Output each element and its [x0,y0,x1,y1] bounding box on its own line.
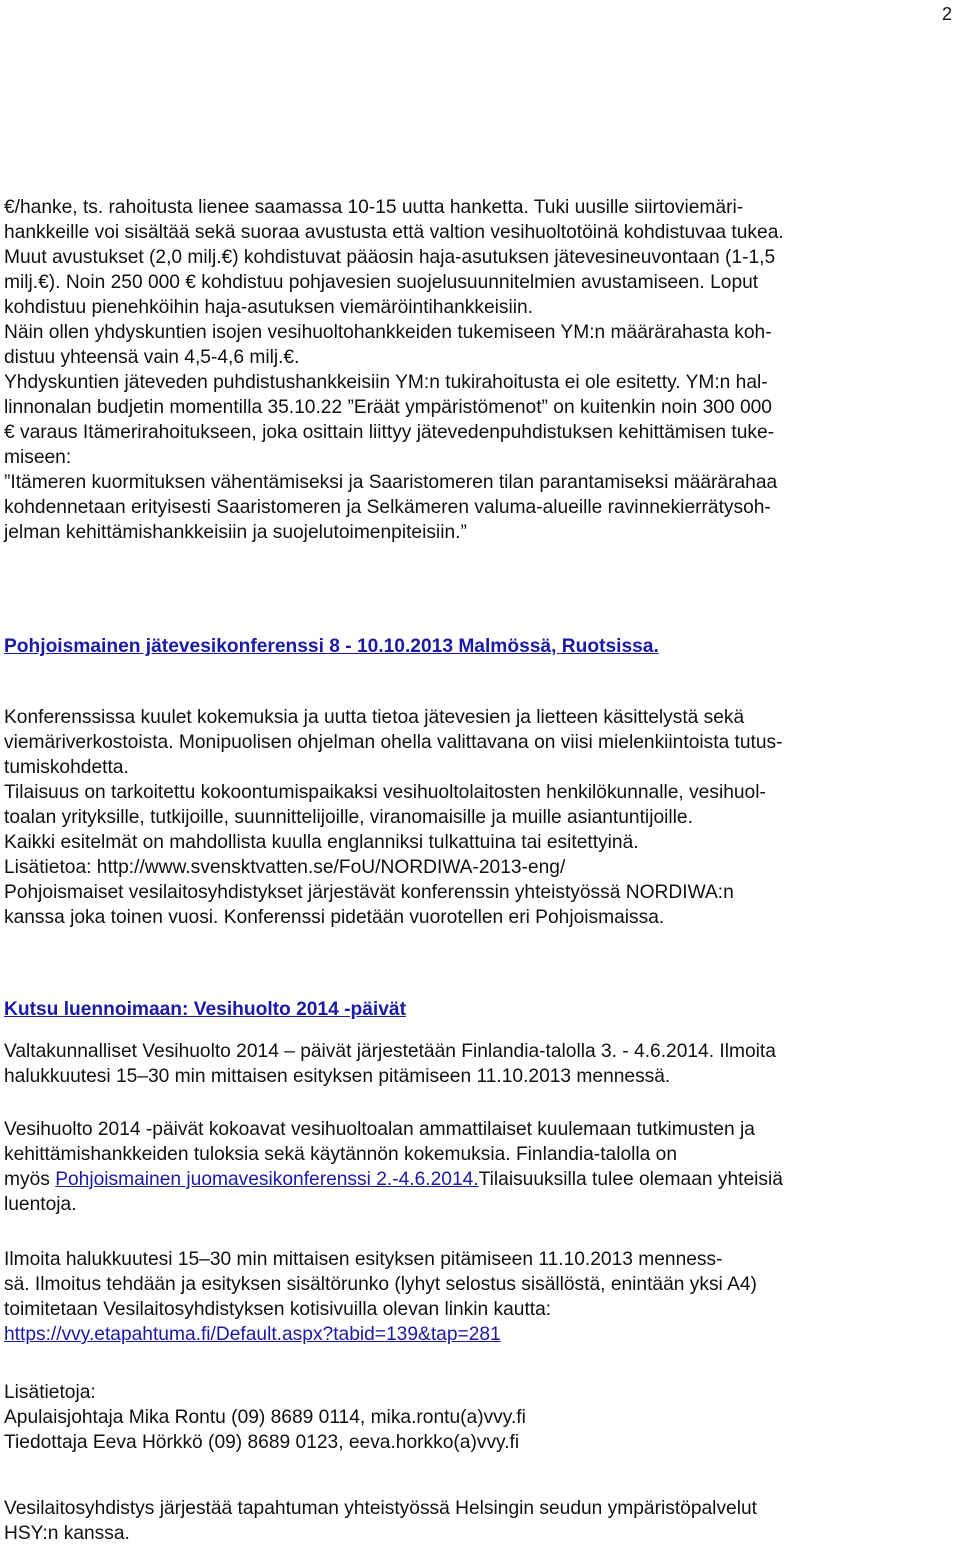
intro-line: €/hanke, ts. rahoitusta lienee saamassa 10-15 uutta hanketta. Tuki uusille siirtoviemäri- [4,197,744,218]
nordiwa-line: toalan yrityksille, tutkijoille, suunnittelijoille, viranomaisille ja muille asiantuntijoille. [4,807,693,828]
nordiwa-heading-link[interactable]: Pohjoismainen jätevesikonferenssi 8 - 10.10.2013 Malmössä, Ruotsissa [4,636,654,657]
nordiwa-line: Kaikki esitelmät on mahdollista kuulla englanniksi tulkattuina tai esitettyinä. [4,832,639,853]
intro-line: jelman kehittämishankkeisiin ja suojelutoimenpiteisiin.” [4,522,467,543]
contacts-block [4,1380,958,1455]
vesihuolto-intro-paragraph [4,1039,958,1089]
vesihuolto-line: halukkuutesi 15–30 min mittaisen esityksen pitämiseen 11.10.2013 mennessä. [4,1066,671,1087]
intro-line: Muut avustukset (2,0 milj.€) kohdistuvat pääosin haja-asutuksen jätevesineuvontaan (1-1,5 [4,247,776,268]
section-heading-nordiwa [4,636,659,658]
vesihuolto-line: Valtakunnalliset Vesihuolto 2014 – päivät järjestetään Finlandia-talolla 3. - 4.6.2014. Ilmoita [4,1041,776,1062]
intro-line: kohdistuu pienehköihin haja-asutuksen viemäröintihankkeisiin. [4,297,534,318]
intro-paragraph [4,195,958,545]
footer-paragraph [4,1496,958,1546]
footer-line: Vesilaitosyhdistys järjestää tapahtuman yhteistyössä Helsingin seudun ympäristöpalvelut [4,1498,757,1519]
intro-line: miseen: [4,447,72,468]
intro-line: hankkeille voi sisältää sekä suoraa avustusta että valtion vesihuoltotöinä kohdistuvaa tukea. [4,222,784,243]
suffix-text: Tilaisuuksilla tulee olemaan yhteisiä [478,1169,783,1190]
nordiwa-line: Pohjoismaiset vesilaitosyhdistykset järjestävät konferenssin yhteistyössä NORDIWA:n [4,882,734,903]
intro-line: ”Itämeren kuormituksen vähentämiseksi ja Saaristomeren tilan parantamiseksi määrärahaa [4,472,778,493]
vesihuolto-line-with-link [4,1167,958,1192]
vesihuolto-description-paragraph [4,1117,958,1217]
intro-line: milj.€). Noin 250 000 € kohdistuu pohjavesien suojelusuunnitelmien avustamiseen. Loput [4,272,759,293]
section-heading-vesihuolto [4,999,406,1021]
intro-line: distuu yhteensä vain 4,5-4,6 milj.€. [4,347,300,368]
nordiwa-line: Konferenssissa kuulet kokemuksia ja uutta tietoa jätevesien ja lietteen käsittelystä sekä [4,707,745,728]
vesihuolto-line: Vesihuolto 2014 -päivät kokoavat vesihuoltoalan ammattilaiset kuulemaan tutkimusten ja [4,1119,755,1140]
contact-line: Apulaisjohtaja Mika Rontu (09) 8689 0114, mika.rontu(a)vvy.fi [4,1407,526,1428]
intro-line: € varaus Itämerirahoitukseen, joka osittain liittyy jätevedenpuhdistuksen kehittämisen tuke- [4,422,775,443]
footer-line: HSY:n kanssa. [4,1523,130,1544]
registration-url-link[interactable]: https://vvy.etapahtuma.fi/Default.aspx?tabid=139&tap=281 [4,1324,501,1345]
vesihuolto-registration-paragraph [4,1247,958,1347]
nordiwa-line: Tilaisuus on tarkoitettu kokoontumispaikaksi vesihuoltolaitosten henkilökunnalle, vesihuol- [4,782,766,803]
contacts-label: Lisätietoja: [4,1382,96,1403]
heading-period: . [653,636,659,657]
vesihuolto-line: kehittämishankkeiden tuloksia sekä käytännön kokemuksia. Finlandia-talolla on [4,1144,678,1165]
prefix-text: myös [4,1169,56,1190]
nordiwa-line: Lisätietoa: http://www.svensktvatten.se/FoU/NORDIWA-2013-eng/ [4,857,566,878]
contact-line: Tiedottaja Eeva Hörkkö (09) 8689 0123, eeva.horkko(a)vvy.fi [4,1432,520,1453]
nordiwa-line: kanssa joka toinen vuosi. Konferenssi pidetään vuorotellen eri Pohjoismaissa. [4,907,665,928]
registration-line: toimitetaan Vesilaitosyhdistyksen kotisivuilla olevan linkin kautta: [4,1299,552,1320]
nordiwa-line: viemäriverkostoista. Monipuolisen ohjelman ohella valittavana on viisi mielenkiintoista tutus- [4,732,783,753]
juomavesikonferenssi-link[interactable]: Pohjoismainen juomavesikonferenssi 2.-4.6.2014. [55,1169,479,1190]
registration-line: Ilmoita halukkuutesi 15–30 min mittaisen esityksen pitämiseen 11.10.2013 menness- [4,1249,723,1270]
vesihuolto-heading-link[interactable]: Kutsu luennoimaan: Vesihuolto 2014 -päivät [4,999,406,1020]
registration-line: sä. Ilmoitus tehdään ja esityksen sisältörunko (lyhyt selostus sisällöstä, enintään yksi A4) [4,1274,757,1295]
page-number: 2 [941,4,952,24]
intro-line: Näin ollen yhdyskuntien isojen vesihuoltohankkeiden tukemiseen YM:n määrärahasta koh- [4,322,772,343]
intro-line: linnonalan budjetin momentilla 35.10.22 ”Eräät ympäristömenot” on kuitenkin noin 300 000 [4,397,772,418]
nordiwa-paragraph [4,705,958,930]
vesihuolto-line: luentoja. [4,1194,77,1215]
intro-line: Yhdyskuntien jäteveden puhdistushankkeisiin YM:n tukirahoitusta ei ole esitetty. YM:n hal- [4,372,768,393]
nordiwa-line: tumiskohdetta. [4,757,129,778]
intro-line: kohdennetaan erityisesti Saaristomeren ja Selkämeren valuma-alueille ravinnekierrätysoh- [4,497,771,518]
